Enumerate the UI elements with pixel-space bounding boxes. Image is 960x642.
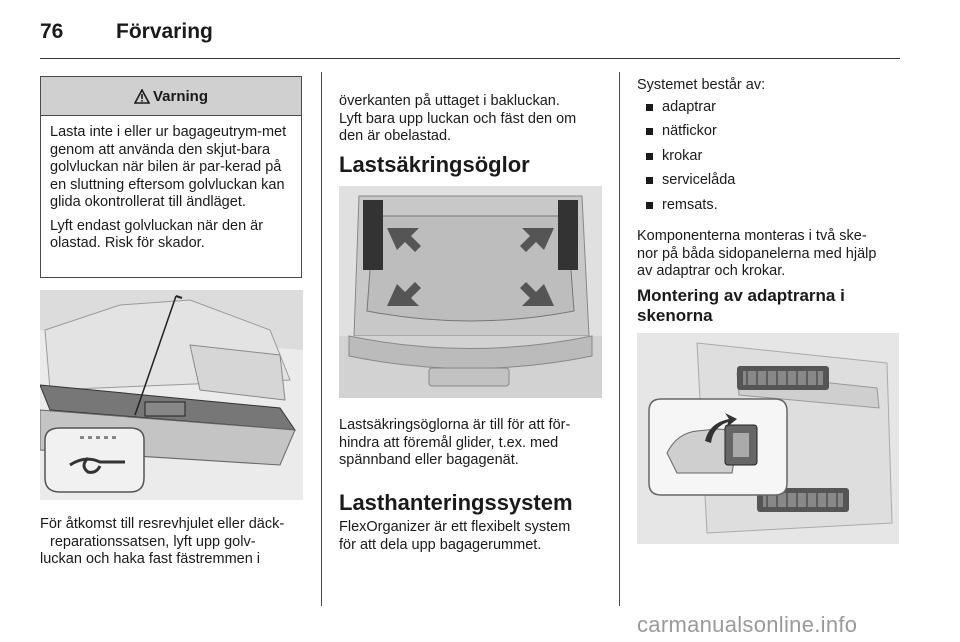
luggage-floor-figure	[40, 290, 303, 500]
heading-mount	[637, 286, 897, 326]
page-title: Förvaring	[116, 20, 213, 43]
access-paragraph	[40, 516, 306, 569]
warning-body	[41, 116, 301, 253]
header-rule	[40, 58, 900, 59]
intro-paragraph	[339, 93, 605, 146]
text-line: För åtkomst till resrevhjulet eller däck-	[40, 516, 285, 532]
page-number: 76	[40, 20, 64, 43]
text-line: överkanten på uttaget i bakluckan.	[339, 93, 560, 109]
list-item-label: krokar	[662, 147, 703, 164]
adapter-mounting-figure	[637, 333, 899, 544]
list-item	[646, 99, 907, 117]
list-item-label: servicelåda	[662, 172, 736, 188]
text-line: Komponenterna monteras i två ske-	[637, 228, 867, 244]
square-bullet-icon	[646, 104, 653, 111]
list-item	[646, 197, 907, 215]
text-line: spännband eller bagagenät.	[339, 452, 519, 468]
warning-paragraph: Lasta inte i eller ur bagageutrym-met genom att använda den skjut-bara golvluckan när bilen är par-kerad på en sluttning eftersom golvluckan kan glida okontrollerat till ändläget.	[50, 124, 287, 210]
cargo-eyelets-figure	[339, 186, 602, 398]
heading-line: skenorna	[637, 306, 713, 325]
column-divider	[321, 72, 322, 606]
text-line: för att dela upp bagagerummet.	[339, 536, 542, 553]
text-line: reparationssatsen, lyft upp golv-	[50, 533, 256, 550]
list-item-label: adaptrar	[662, 98, 717, 115]
watermark: carmanualsonline.info	[637, 612, 858, 637]
heading-system: Lasthanteringssystem	[339, 490, 573, 515]
square-bullet-icon	[646, 128, 653, 135]
text-line: Lyft bara upp luckan och fäst den om	[339, 110, 577, 127]
text-line: luckan och haka fast fästremmen i	[40, 551, 261, 567]
list-item	[646, 148, 907, 166]
list-item-label: remsats.	[662, 196, 718, 213]
column-divider	[619, 72, 620, 606]
text-line: av adaptrar och krokar.	[637, 263, 786, 279]
text-line: den är obelastad.	[339, 128, 452, 144]
square-bullet-icon	[646, 202, 653, 209]
square-bullet-icon	[646, 153, 653, 160]
components-list	[637, 99, 907, 215]
warning-title: Varning	[152, 87, 208, 105]
text-line: FlexOrganizer är ett flexibelt system	[339, 519, 571, 535]
list-item-label: nätfickor	[662, 123, 717, 139]
warning-box	[40, 76, 302, 278]
system-paragraph	[339, 519, 605, 554]
text-line: nor på båda sidopanelerna med hjälp	[637, 245, 877, 262]
components-intro: Systemet består av:	[637, 77, 766, 93]
heading-eyelets: Lastsäkringsöglor	[339, 152, 530, 177]
components-section	[637, 77, 907, 221]
warning-paragraph: Lyft endast golvluckan när den är olastad. Risk för skador.	[50, 217, 264, 251]
heading-line: Montering av adaptrarna i	[637, 286, 845, 305]
list-item	[646, 123, 907, 141]
text-line: Lastsäkringsöglorna är till för att för-	[339, 417, 571, 433]
square-bullet-icon	[646, 177, 653, 184]
warning-header	[41, 77, 301, 116]
mount-paragraph	[637, 228, 907, 281]
list-item	[646, 172, 907, 190]
text-line: hindra att föremål glider, t.ex. med	[339, 434, 559, 451]
eyelets-paragraph	[339, 417, 605, 470]
warning-triangle-icon	[134, 89, 150, 104]
